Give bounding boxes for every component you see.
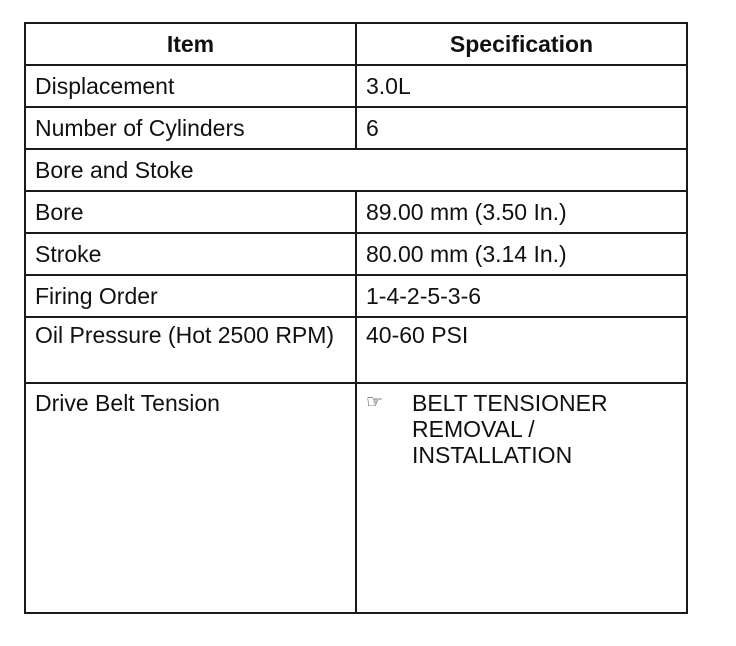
table-row [25, 233, 687, 275]
table-row [25, 107, 687, 149]
item-cell: Stroke [25, 233, 356, 275]
spec-cell: 80.00 mm (3.14 In.) [356, 233, 687, 275]
item-cell: Oil Pressure (Hot 2500 RPM) [25, 317, 356, 383]
item-cell: Displacement [25, 65, 356, 107]
item-cell: Bore [25, 191, 356, 233]
spec-cell: 6 [356, 107, 687, 149]
cross-reference-link[interactable]: BELT TENSIONER REMOVAL / INSTALLATION [412, 390, 608, 468]
spec-cell: 1-4-2-5-3-6 [356, 275, 687, 317]
item-cell: Drive Belt Tension [25, 383, 356, 613]
table-header-row [25, 23, 687, 65]
table-row [25, 383, 687, 613]
spec-cell: 3.0L [356, 65, 687, 107]
item-cell: Number of Cylinders [25, 107, 356, 149]
specification-table [24, 22, 688, 614]
table-section-row [25, 149, 687, 191]
table-row [25, 317, 687, 383]
pointing-hand-icon: ☞ [366, 392, 384, 413]
spec-cell [356, 383, 687, 613]
table-row [25, 275, 687, 317]
table-row [25, 191, 687, 233]
header-item: Item [25, 23, 356, 65]
spec-cell: 89.00 mm (3.50 In.) [356, 191, 687, 233]
section-cell: Bore and Stoke [25, 149, 687, 191]
table-row [25, 65, 687, 107]
cross-reference[interactable] [366, 390, 686, 468]
header-specification: Specification [356, 23, 687, 65]
item-cell: Firing Order [25, 275, 356, 317]
spec-cell: 40-60 PSI [356, 317, 687, 383]
